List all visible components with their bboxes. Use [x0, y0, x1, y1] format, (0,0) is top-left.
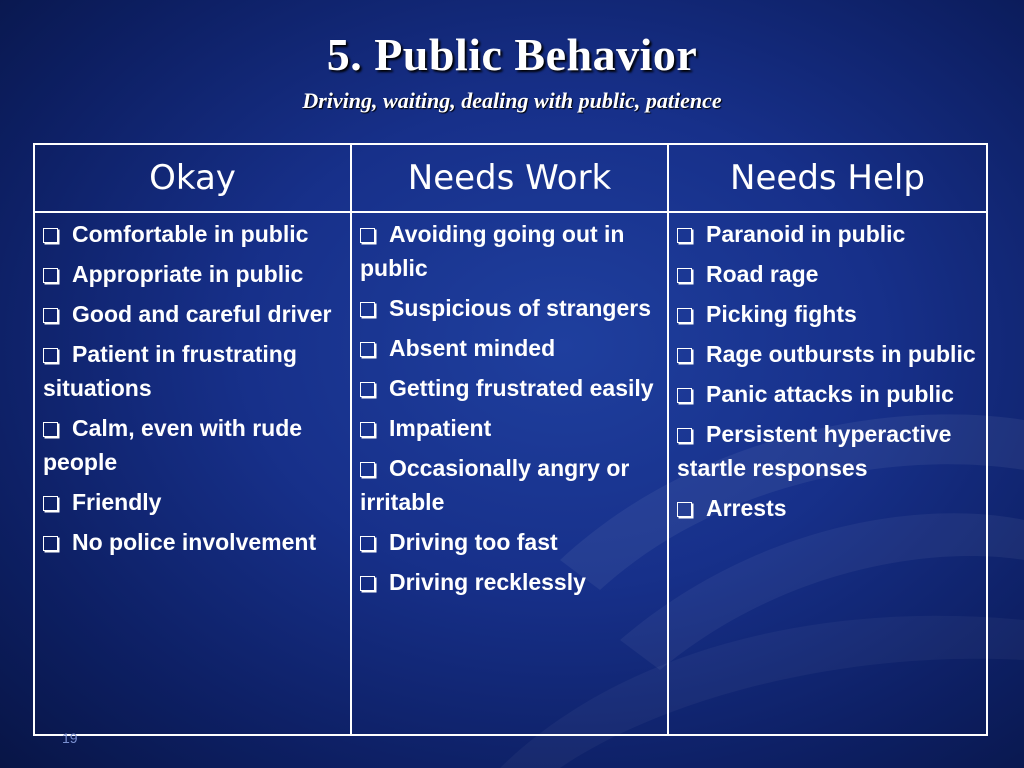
column-header-okay: Okay [34, 144, 351, 212]
list-item [43, 485, 342, 519]
item-text: Rage outbursts in public [706, 341, 976, 367]
slide-title: 5. Public Behavior [326, 29, 698, 80]
list-item [360, 217, 659, 285]
list-item [677, 491, 978, 525]
checkbox-icon [360, 536, 375, 551]
item-text: Absent minded [389, 335, 556, 361]
item-text: Avoiding going out in public [360, 221, 625, 281]
item-text: Friendly [72, 489, 162, 515]
checkbox-icon [360, 462, 375, 477]
checkbox-icon [43, 536, 58, 551]
list-item [43, 257, 342, 291]
checkbox-icon [360, 342, 375, 357]
list-item [43, 411, 342, 479]
checkbox-icon [360, 302, 375, 317]
checkbox-icon [43, 268, 58, 283]
checkbox-icon [677, 428, 692, 443]
item-text: Good and careful driver [72, 301, 332, 327]
checkbox-icon [360, 228, 375, 243]
needs-help-list [677, 217, 978, 525]
item-text: Getting frustrated easily [389, 375, 654, 401]
list-item [677, 417, 978, 485]
item-text: Comfortable in public [72, 221, 309, 247]
checkbox-icon [43, 348, 58, 363]
header-row [34, 144, 987, 212]
item-text: Driving too fast [389, 529, 558, 555]
list-item [43, 217, 342, 251]
needs-help-cell [668, 212, 987, 735]
list-item [677, 217, 978, 251]
list-item [43, 337, 342, 405]
column-header-needs-work: Needs Work [351, 144, 668, 212]
checkbox-icon [677, 348, 692, 363]
list-item [360, 565, 659, 599]
checkbox-icon [677, 502, 692, 517]
item-text: Calm, even with rude people [43, 415, 303, 475]
item-text: Impatient [389, 415, 492, 441]
okay-list [43, 217, 342, 559]
needs-work-cell [351, 212, 668, 735]
checkbox-icon [360, 422, 375, 437]
column-header-needs-help: Needs Help [668, 144, 987, 212]
list-item [677, 257, 978, 291]
checkbox-icon [677, 268, 692, 283]
item-text: Paranoid in public [706, 221, 906, 247]
item-text: Driving recklessly [389, 569, 586, 595]
content-row [34, 212, 987, 735]
checkbox-icon [43, 228, 58, 243]
item-text: Suspicious of strangers [389, 295, 652, 321]
page-number: 19 [62, 730, 78, 746]
behavior-table [33, 143, 988, 736]
checkbox-icon [360, 576, 375, 591]
item-text: Road rage [706, 261, 819, 287]
checkbox-icon [43, 422, 58, 437]
item-text: Occasionally angry or irritable [360, 455, 630, 515]
list-item [360, 411, 659, 445]
item-text: Appropriate in public [72, 261, 304, 287]
list-item [360, 371, 659, 405]
list-item [677, 297, 978, 331]
checkbox-icon [43, 308, 58, 323]
list-item [360, 451, 659, 519]
list-item [360, 525, 659, 559]
checkbox-icon [43, 496, 58, 511]
okay-cell [34, 212, 351, 735]
item-text: Arrests [706, 495, 787, 521]
list-item [360, 291, 659, 325]
needs-work-list [360, 217, 659, 599]
list-item [43, 525, 342, 559]
item-text: No police involvement [72, 529, 317, 555]
checkbox-icon [677, 308, 692, 323]
item-text: Panic attacks in public [706, 381, 954, 407]
list-item [677, 337, 978, 371]
item-text: Picking fights [706, 301, 857, 327]
checkbox-icon [360, 382, 375, 397]
list-item [360, 331, 659, 365]
slide-subtitle: Driving, waiting, dealing with public, patience [302, 88, 722, 113]
item-text: Patient in frustrating situations [43, 341, 297, 401]
item-text: Persistent hyperactive startle responses [677, 421, 952, 481]
list-item [677, 377, 978, 411]
checkbox-icon [677, 388, 692, 403]
list-item [43, 297, 342, 331]
checkbox-icon [677, 228, 692, 243]
